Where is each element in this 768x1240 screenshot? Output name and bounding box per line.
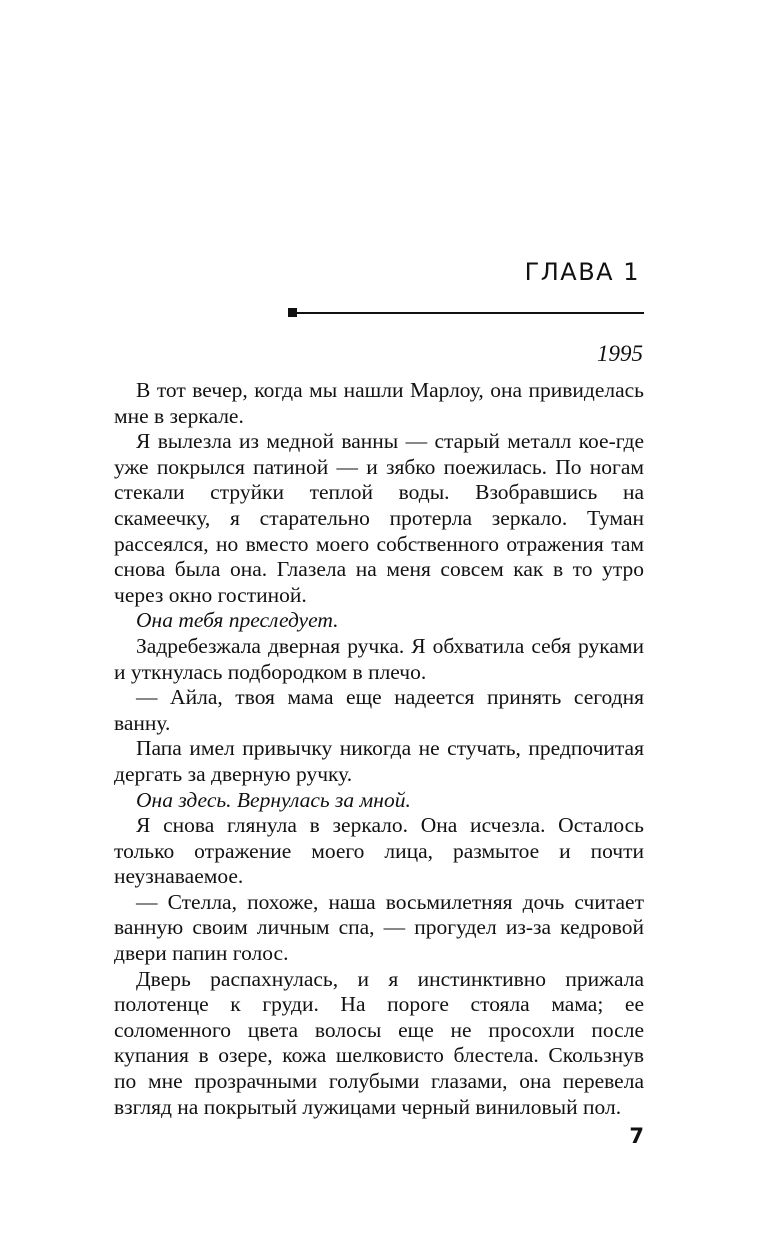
chapter-title: ГЛАВА 1 <box>524 258 640 286</box>
paragraph: В тот вечер, когда мы нашли Марлоу, она привиделась мне в зеркале. <box>114 378 644 428</box>
paragraph-dialogue: — Стелла, похоже, наша восьмилетняя дочь считает ванную своим личным спа, — прогудел из-за кедровой двери папин голос. <box>114 889 644 966</box>
paragraph: Дверь распахнулась, и я инстинктивно прижала полотенце к груди. На пороге стояла мама; ее соломенного цвета волосы еще не просохли после купания в озере, кожа шелковисто блестела. Скользнув по мне прозрачными голубыми глазами, она перевела взгляд на покрытый лужицами черный виниловый пол. <box>114 966 644 1119</box>
paragraph: Папа имел привычку никогда не стучать, предпочитая дергать за дверную ручку. <box>114 736 644 786</box>
paragraph: Я вылезла из медной ванны — старый металл кое-где уже покрылся патиной — и зябко поежилась. По ногам стекали струйки теплой воды. Взобравшись на скамеечку, я старательно протерла зеркало. Туман рассеялся, но вместо моего собственного отражения там снова была она. Глазела на меня совсем как в то утро через окно гостиной. <box>114 429 644 607</box>
chapter-year: 1995 <box>597 341 643 366</box>
paragraph-italic: Она тебя преследует. <box>136 608 339 633</box>
body-text <box>114 378 644 1120</box>
paragraph: Я снова глянула в зеркало. Она исчезла. Осталось только отражение моего лица, размытое и почти неузнаваемое. <box>114 813 644 889</box>
divider-square-ornament <box>288 308 297 317</box>
paragraph-italic: Она здесь. Вернулась за мной. <box>136 787 411 812</box>
page-number: 7 <box>629 1124 644 1148</box>
chapter-divider <box>290 312 644 314</box>
paragraph: Задребезжала дверная ручка. Я обхватила себя руками и уткнулась подбородком в плечо. <box>114 633 644 684</box>
paragraph-dialogue: — Айла, твоя мама еще надеется принять сегодня ванну. <box>114 685 644 735</box>
